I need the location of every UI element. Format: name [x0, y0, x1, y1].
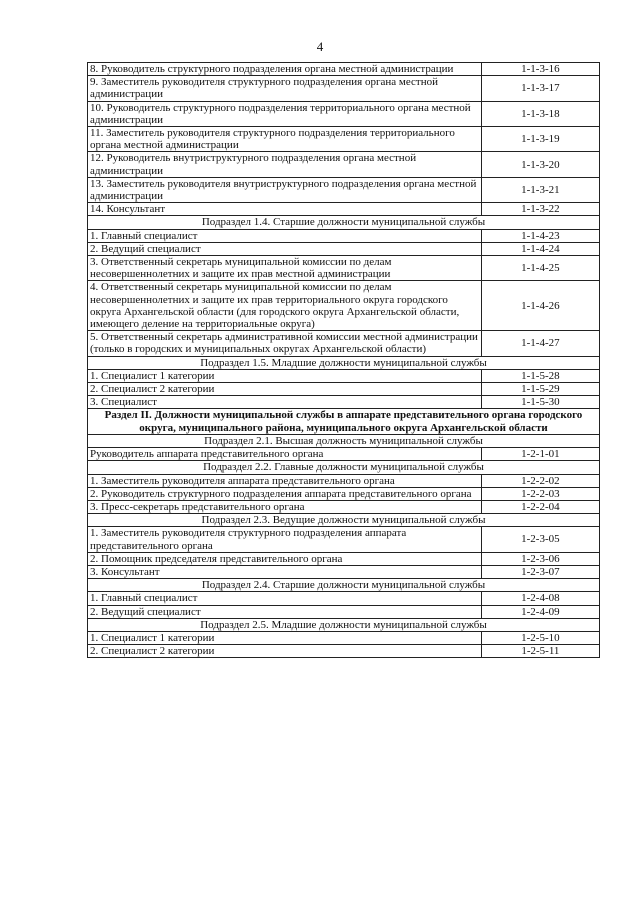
page-number: 4 — [316, 39, 324, 54]
position-name: 2. Ведущий специалист — [88, 242, 482, 255]
table-row — [88, 76, 600, 101]
position-code: 1-1-5-28 — [481, 369, 599, 382]
position-name: 13. Заместитель руководителя внутриструктурного подразделения органа местной администрации — [88, 177, 482, 202]
position-name: 2. Специалист 2 категории — [88, 383, 482, 396]
table-row — [88, 383, 600, 396]
position-code: 1-1-4-24 — [481, 242, 599, 255]
table-row — [88, 592, 600, 605]
positions-table-body — [88, 63, 600, 658]
position-name: 9. Заместитель руководителя структурного подразделения органа местной администрации — [88, 76, 482, 101]
table-row — [88, 631, 600, 644]
subsection-heading: Подраздел 2.5. Младшие должности муниципальной службы — [88, 618, 600, 631]
subsection-row — [88, 579, 600, 592]
position-name: 14. Консультант — [88, 203, 482, 216]
position-name: 3. Консультант — [88, 565, 482, 578]
position-name: 2. Ведущий специалист — [88, 605, 482, 618]
subsection-row — [88, 461, 600, 474]
table-row — [88, 331, 600, 356]
position-name: 2. Помощник председателя представительного органа — [88, 552, 482, 565]
position-code: 1-2-3-05 — [481, 527, 599, 552]
table-row — [88, 527, 600, 552]
table-row — [88, 63, 600, 76]
table-row — [88, 645, 600, 658]
section-row — [88, 409, 600, 434]
position-name: 8. Руководитель структурного подразделения органа местной администрации — [88, 63, 482, 76]
position-code: 1-1-3-17 — [481, 76, 599, 101]
position-code: 1-2-1-01 — [481, 448, 599, 461]
table-row — [88, 474, 600, 487]
position-code: 1-1-3-19 — [481, 127, 599, 152]
position-code: 1-1-3-20 — [481, 152, 599, 177]
table-row — [88, 101, 600, 126]
position-code: 1-2-3-06 — [481, 552, 599, 565]
table-row — [88, 500, 600, 513]
position-name: 1. Заместитель руководителя структурного подразделения аппарата представительного органа — [88, 527, 482, 552]
table-row — [88, 396, 600, 409]
position-name: 3. Пресс-секретарь представительного органа — [88, 500, 482, 513]
position-name: 2. Руководитель структурного подразделения аппарата представительного органа — [88, 487, 482, 500]
position-name: Руководитель аппарата представительного органа — [88, 448, 482, 461]
position-name: 10. Руководитель структурного подразделения территориального органа местной администрации — [88, 101, 482, 126]
position-code: 1-1-5-30 — [481, 396, 599, 409]
subsection-row — [88, 434, 600, 447]
position-code: 1-2-5-11 — [481, 645, 599, 658]
position-code: 1-2-4-08 — [481, 592, 599, 605]
position-name: 1. Заместитель руководителя аппарата представительного органа — [88, 474, 482, 487]
table-row — [88, 177, 600, 202]
position-code: 1-1-4-26 — [481, 281, 599, 331]
subsection-row — [88, 216, 600, 229]
subsection-row — [88, 356, 600, 369]
position-name: 1. Специалист 1 категории — [88, 631, 482, 644]
positions-table — [87, 62, 600, 658]
section-heading: Раздел II. Должности муниципальной службы в аппарате представительного органа городского округа, муниципального района, муниципального округа Архангельской области — [88, 409, 600, 434]
subsection-heading: Подраздел 1.5. Младшие должности муниципальной службы — [88, 356, 600, 369]
subsection-heading: Подраздел 2.1. Высшая должность муниципальной службы — [88, 434, 600, 447]
position-name: 5. Ответственный секретарь административной комиссии местной администрации (только в городских и муниципальных округах Архангельской области) — [88, 331, 482, 356]
position-code: 1-1-3-22 — [481, 203, 599, 216]
subsection-heading: Подраздел 2.2. Главные должности муниципальной службы — [88, 461, 600, 474]
table-row — [88, 281, 600, 331]
position-code: 1-2-2-02 — [481, 474, 599, 487]
position-code: 1-2-2-03 — [481, 487, 599, 500]
position-code: 1-1-5-29 — [481, 383, 599, 396]
subsection-row — [88, 618, 600, 631]
table-row — [88, 369, 600, 382]
position-code: 1-2-4-09 — [481, 605, 599, 618]
position-name: 11. Заместитель руководителя структурного подразделения территориального органа местной администрации — [88, 127, 482, 152]
position-name: 3. Ответственный секретарь муниципальной комиссии по делам несовершеннолетних и защите их прав местной администрации — [88, 256, 482, 281]
position-name: 1. Главный специалист — [88, 229, 482, 242]
position-code: 1-1-4-23 — [481, 229, 599, 242]
position-code: 1-1-3-21 — [481, 177, 599, 202]
position-code: 1-1-4-25 — [481, 256, 599, 281]
table-row — [88, 127, 600, 152]
table-row — [88, 152, 600, 177]
position-code: 1-2-3-07 — [481, 565, 599, 578]
subsection-heading: Подраздел 1.4. Старшие должности муниципальной службы — [88, 216, 600, 229]
table-row — [88, 203, 600, 216]
position-name: 2. Специалист 2 категории — [88, 645, 482, 658]
table-row — [88, 256, 600, 281]
table-row — [88, 487, 600, 500]
position-code: 1-1-3-18 — [481, 101, 599, 126]
table-row — [88, 605, 600, 618]
position-name: 1. Специалист 1 категории — [88, 369, 482, 382]
table-row — [88, 229, 600, 242]
position-name: 12. Руководитель внутриструктурного подразделения органа местной администрации — [88, 152, 482, 177]
position-code: 1-1-4-27 — [481, 331, 599, 356]
position-name: 1. Главный специалист — [88, 592, 482, 605]
table-row — [88, 242, 600, 255]
table-row — [88, 552, 600, 565]
subsection-heading: Подраздел 2.4. Старшие должности муниципальной службы — [88, 579, 600, 592]
position-name: 3. Специалист — [88, 396, 482, 409]
table-row — [88, 448, 600, 461]
subsection-heading: Подраздел 2.3. Ведущие должности муниципальной службы — [88, 514, 600, 527]
position-code: 1-2-2-04 — [481, 500, 599, 513]
position-code: 1-1-3-16 — [481, 63, 599, 76]
position-code: 1-2-5-10 — [481, 631, 599, 644]
subsection-row — [88, 514, 600, 527]
table-row — [88, 565, 600, 578]
position-name: 4. Ответственный секретарь муниципальной комиссии по делам несовершеннолетних и защите их прав территориального округа городского округа Архангельской области (для городского округа Архангельской области, имеющего деление на территориальные округа) — [88, 281, 482, 331]
